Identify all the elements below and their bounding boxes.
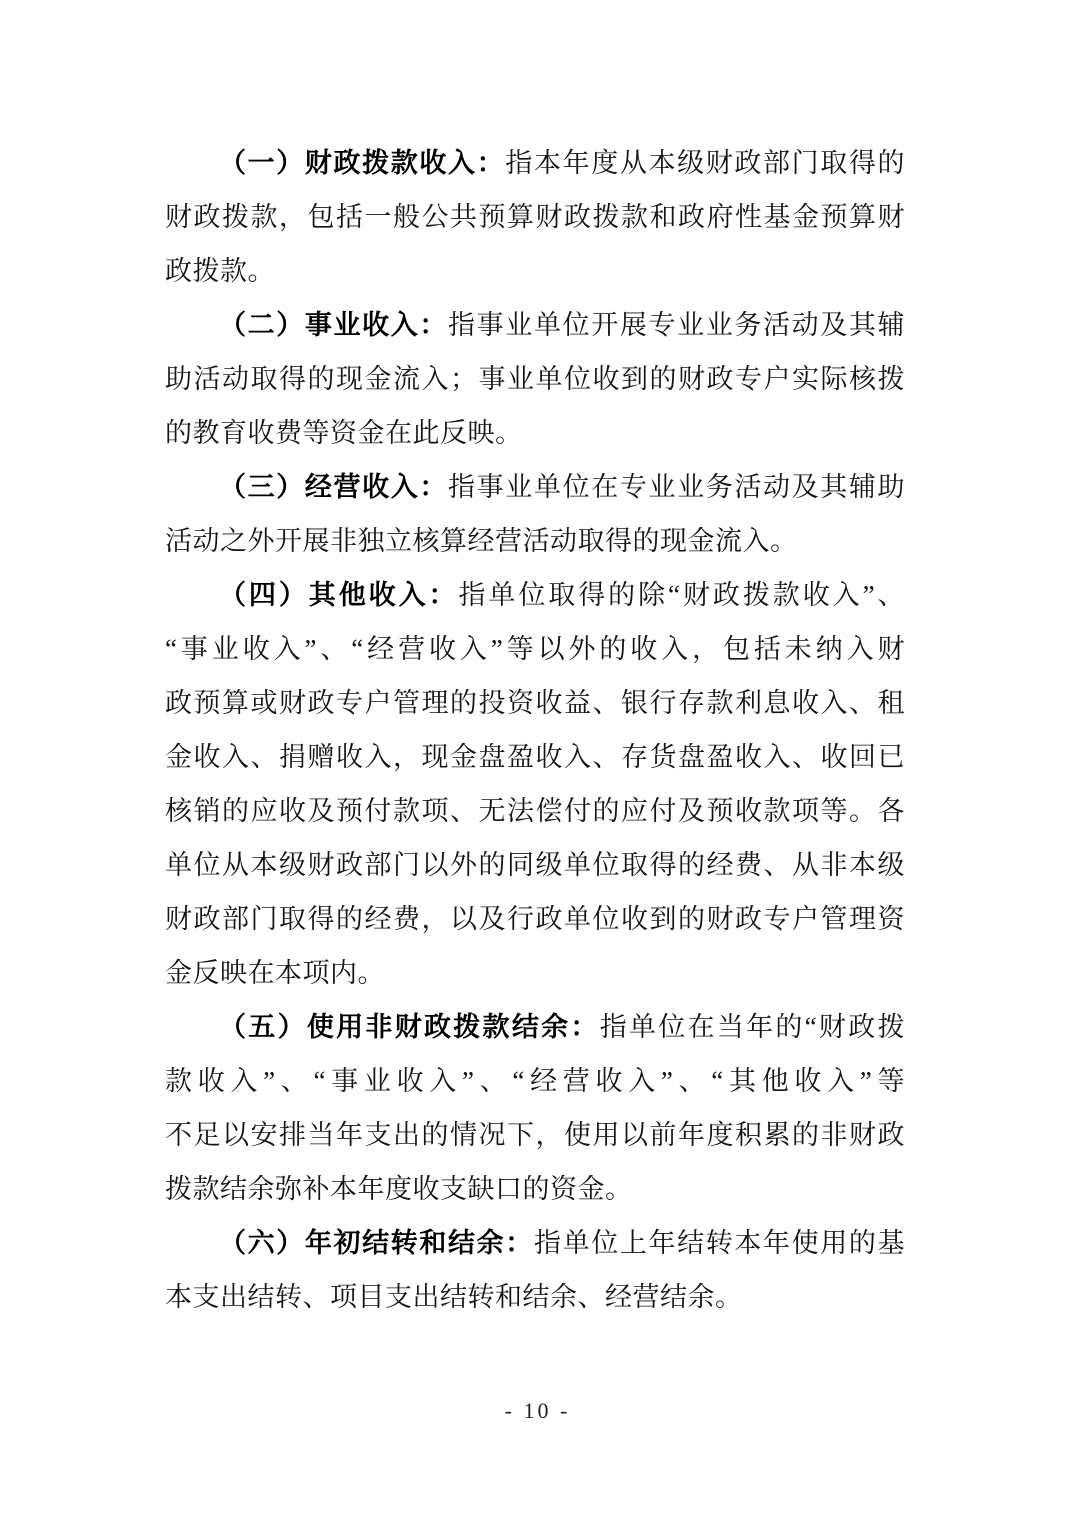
text-line: 款收入”、“事业收入”、“经营收入”、“其他收入”等 [165, 1066, 905, 1096]
line-text: 指事业单位在专业业务活动及其辅助 [448, 472, 906, 502]
text-line: 核销的应收及预付款项、无法偿付的应付及预收款项等。各 [165, 796, 905, 826]
text-line: 金收入、捐赠收入，现金盘盈收入、存货盘盈收入、收回已 [165, 742, 905, 772]
text-line: 不足以安排当年支出的情况下，使用以前年度积累的非财政 [165, 1120, 905, 1150]
section-heading: （二）事业收入： [219, 310, 449, 340]
section-heading: （四）其他收入： [219, 580, 459, 610]
page-number: - 10 - [504, 1398, 571, 1423]
section-heading: （一）财政拨款收入： [219, 148, 506, 178]
text-line: 的教育收费等资金在此反映。 [165, 418, 523, 448]
text-line: 活动之外开展非独立核算经营活动取得的现金流入。 [165, 526, 798, 556]
line-text: 指单位在当年的“财政拨 [599, 1012, 906, 1042]
paragraph-2 [165, 298, 905, 460]
line-text: 指事业单位开展专业业务活动及其辅 [448, 310, 906, 340]
line-text: 指本年度从本级财政部门取得的 [505, 148, 906, 178]
text-line: 财政部门取得的经费，以及行政单位收到的财政专户管理资 [165, 904, 905, 934]
text-line [165, 460, 905, 514]
line-text: 指单位上年结转本年使用的基 [533, 1228, 906, 1258]
text-line: 政预算或财政专户管理的投资收益、银行存款利息收入、租 [165, 688, 905, 718]
text-line [165, 1216, 905, 1270]
text-line: 金反映在本项内。 [165, 958, 385, 988]
paragraph-6 [165, 1216, 905, 1324]
text-line [165, 568, 905, 622]
text-line: 本支出结转、项目支出结转和结余、经营结余。 [165, 1282, 743, 1312]
text-line: 拨款结余弥补本年度收支缺口的资金。 [165, 1174, 633, 1204]
paragraph-1 [165, 136, 905, 298]
paragraph-4 [165, 568, 905, 1000]
document-body [165, 136, 905, 1324]
paragraph-3 [165, 460, 905, 568]
text-line: 财政拨款，包括一般公共预算财政拨款和政府性基金预算财 [165, 202, 905, 232]
section-heading: （三）经营收入： [219, 472, 449, 502]
text-line: 助活动取得的现金流入；事业单位收到的财政专户实际核拨 [165, 364, 905, 394]
paragraph-5 [165, 1000, 905, 1216]
text-line: 单位从本级财政部门以外的同级单位取得的经费、从非本级 [165, 850, 905, 880]
text-line [165, 136, 905, 190]
section-heading: （五）使用非财政拨款结余： [219, 1012, 600, 1042]
line-text: 指单位取得的除“财政拨款收入”、 [458, 580, 906, 610]
text-line [165, 298, 905, 352]
text-line [165, 1000, 905, 1054]
text-line: “事业收入”、“经营收入”等以外的收入，包括未纳入财 [165, 634, 905, 664]
text-line: 政拨款。 [165, 256, 275, 286]
section-heading: （六）年初结转和结余： [219, 1228, 534, 1258]
